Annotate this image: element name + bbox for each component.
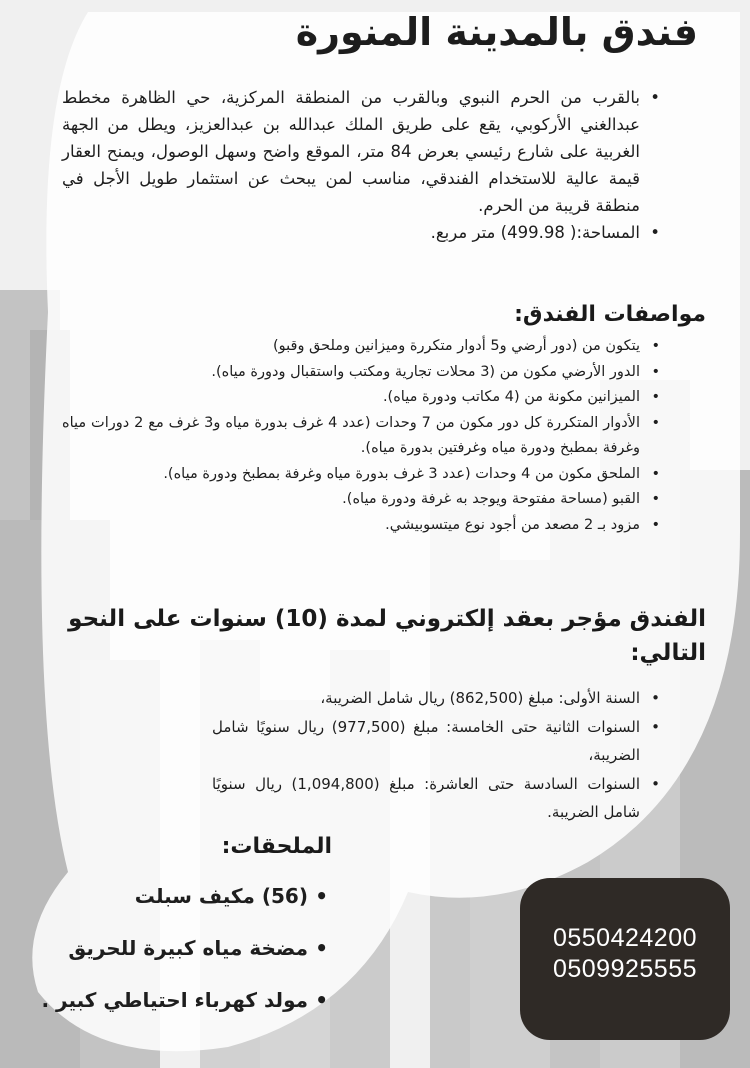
lease-heading: الفندق مؤجر بعقد إلكتروني لمدة (10) سنوات على النحو التالي: — [68, 606, 706, 666]
list-item: • السنة الأولى: مبلغ (862,500) ريال شامل الضريبة، — [212, 684, 640, 713]
list-item: • مضخة مياه كبيرة للحريق — [10, 922, 308, 974]
lease-list — [212, 684, 662, 827]
list-item: • الدور الأرضي مكون من (3 محلات تجارية ومكتب واستقبال ودورة مياه). — [62, 360, 640, 386]
list-item: • الملحق مكون من 4 وحدات (عدد 3 غرف بدورة مياه وغرفة بمطبخ ودورة مياه). — [62, 462, 640, 488]
contact-box — [520, 878, 730, 1040]
list-item: • مولد كهرباء احتياطي كبير . — [10, 974, 308, 1026]
intro-section — [62, 84, 662, 246]
list-item: • القبو (مساحة مفتوحة ويوجد به غرفة ودورة مياه). — [62, 487, 640, 513]
list-item: • مزود بـ 2 مصعد من أجود نوع ميتسوبيشي. — [62, 513, 640, 539]
list-item: • الميزانين مكونة من (4 مكاتب ودورة مياه). — [62, 385, 640, 411]
list-item: • بالقرب من الحرم النبوي وبالقرب من المنطقة المركزية، حي الظاهرة مخطط عبدالغني الأركوبي، يقع على طريق الملك عبدالله بن عبدالعزيز، ويطل من الجهة الغربية على شارع رئيسي بعرض 84 متر، الموقع واضح وسهل الوصول، ويمنح العقار قيمة عالية للاستخدام الفندقي، مناسب لمن يبحث عن استثمار طويل الأجل في منطقة قريبة من الحرم. — [62, 84, 640, 219]
specs-section — [62, 334, 662, 538]
phone-number[interactable]: 0550424200 — [552, 924, 698, 952]
list-item: • المساحة:( 499.98) متر مربع. — [62, 219, 640, 246]
attachments-heading: الملحقات: — [221, 834, 332, 859]
list-item: • يتكون من (دور أرضي و5 أدوار متكررة وميزانين وملحق وقبو) — [62, 334, 640, 360]
intro-list — [62, 84, 662, 246]
attachments-section — [10, 870, 330, 1026]
list-item: • السنوات السادسة حتى العاشرة: مبلغ (1,094,800) ريال سنويًا شامل الضريبة. — [212, 770, 640, 827]
list-item: • الأدوار المتكررة كل دور مكون من 7 وحدات (عدد 4 غرف بدورة مياه و3 غرف مع 2 دورات مياه وغرفة بمطبخ ودورة مياه وغرفتين بدورة مياه). — [62, 411, 640, 462]
list-item: • السنوات الثانية حتى الخامسة: مبلغ (977,500) ريال سنويًا شامل الضريبة، — [212, 713, 640, 770]
list-item: • (56) مكيف سبلت — [10, 870, 308, 922]
phone-number[interactable]: 0509925555 — [552, 955, 698, 983]
attachments-list — [10, 870, 330, 1026]
page-title: فندق بالمدينة المنورة — [295, 10, 698, 54]
specs-heading: مواصفات الفندق: — [514, 302, 706, 327]
lease-section — [212, 684, 662, 827]
specs-list — [62, 334, 662, 538]
